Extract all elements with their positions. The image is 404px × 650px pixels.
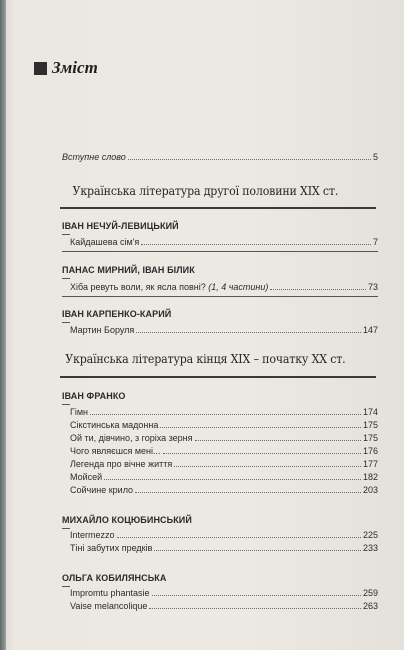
- toc-entry: [70, 485, 378, 495]
- toc-entry: [70, 420, 378, 430]
- toc-entry-title: Чого являєшся мені...: [70, 446, 161, 456]
- toc-entry-page: 147: [362, 325, 378, 335]
- toc-entry: [70, 601, 378, 611]
- toc-entry-title: Вступне слово: [62, 152, 126, 162]
- leader-dots: [117, 536, 361, 538]
- leader-dots: [136, 331, 361, 333]
- author-name: МИХАЙЛО КОЦЮБИНСЬКИЙ: [62, 515, 192, 525]
- author-bottom-rule: [62, 296, 378, 297]
- toc-entry-page: 5: [372, 152, 378, 162]
- toc-entry: [70, 588, 378, 598]
- leader-dots: [152, 594, 361, 596]
- toc-entry-page: 182: [362, 472, 378, 482]
- section-title-2: Українська література кінця XIX – початку XX ст.: [65, 352, 346, 366]
- toc-entry-title: Intermezzo: [70, 530, 115, 540]
- square-bullet-icon: [34, 62, 47, 75]
- leader-dots: [128, 158, 371, 160]
- toc-entry-title: Ой ти, дівчино, з горіха зерня: [70, 433, 193, 443]
- toc-entry-page: 176: [362, 446, 378, 456]
- toc-entry-intro: [62, 152, 378, 162]
- toc-entry-page: 177: [362, 459, 378, 469]
- toc-entry-page: 233: [362, 543, 378, 553]
- leader-dots: [154, 549, 361, 551]
- toc-entry-title: Гімн: [70, 407, 89, 417]
- toc-entry-page: 174: [362, 407, 378, 417]
- author-rule: [62, 234, 70, 235]
- toc-entry-title: Сойчине крило: [70, 485, 134, 495]
- author-rule: [62, 322, 70, 323]
- toc-entry-note: (1, 4 частини): [208, 282, 269, 292]
- author-name: ОЛЬГА КОБИЛЯНСЬКА: [62, 573, 167, 583]
- toc-entry-title: Кайдашева сім'я: [70, 237, 140, 247]
- leader-dots: [141, 243, 371, 245]
- toc-entry-page: 175: [362, 433, 378, 443]
- toc-entry-page: 263: [362, 601, 378, 611]
- author-rule: [62, 278, 70, 279]
- author-name: ІВАН НЕЧУЙ-ЛЕВИЦЬКИЙ: [62, 221, 179, 231]
- author-name: ІВАН ФРАНКО: [62, 391, 126, 401]
- toc-entry-title: Сікстинська мадонна: [70, 420, 159, 430]
- toc-entry-title-text: Хіба ревуть воли, як ясла повні?: [70, 282, 209, 292]
- toc-entry-page: 259: [362, 588, 378, 598]
- author-bottom-rule: [62, 251, 378, 252]
- section-divider-1: [60, 207, 376, 209]
- toc-entry: [70, 407, 378, 417]
- leader-dots: [163, 452, 361, 454]
- toc-entry: [70, 237, 378, 247]
- page-title: Зміст: [52, 58, 98, 77]
- leader-dots: [174, 465, 361, 467]
- toc-entry-title: Мойсей: [70, 472, 103, 482]
- toc-header: [34, 58, 98, 78]
- author-rule: [62, 528, 70, 529]
- toc-entry-title: Мартин Боруля: [70, 325, 135, 335]
- toc-entry-title: Легенда про вічне життя: [70, 459, 173, 469]
- author-name: ІВАН КАРПЕНКО-КАРИЙ: [62, 309, 172, 319]
- toc-entry: [70, 325, 378, 335]
- toc-entry-title: Impromtu phantasie: [70, 588, 150, 598]
- leader-dots: [104, 478, 361, 480]
- toc-entry: [70, 543, 378, 553]
- leader-dots: [90, 413, 361, 415]
- author-rule: [62, 404, 70, 405]
- toc-entry: [70, 530, 378, 540]
- page-spine-edge: [0, 0, 6, 650]
- toc-entry-page: 225: [362, 530, 378, 540]
- toc-entry-title: Vaise melancolique: [70, 601, 148, 611]
- toc-entry: [70, 282, 378, 292]
- toc-entry-page: 7: [372, 237, 378, 247]
- toc-entry: [70, 433, 378, 443]
- toc-entry: [70, 472, 378, 482]
- leader-dots: [149, 607, 361, 609]
- toc-entry-page: 203: [362, 485, 378, 495]
- toc-entry-page: 73: [367, 282, 378, 292]
- toc-entry: [70, 446, 378, 456]
- author-name: ПАНАС МИРНИЙ, ІВАН БІЛИК: [62, 265, 195, 275]
- toc-entry: [70, 459, 378, 469]
- leader-dots: [270, 288, 366, 290]
- section-title-1: Українська література другої половини XIX ст.: [72, 184, 339, 198]
- toc-entry-title: Тіні забутих предків: [70, 543, 153, 553]
- leader-dots: [195, 439, 361, 441]
- toc-entry-page: 175: [362, 420, 378, 430]
- leader-dots: [160, 426, 361, 428]
- section-divider-2: [60, 376, 376, 378]
- author-rule: [62, 586, 70, 587]
- leader-dots: [135, 491, 361, 493]
- toc-entry-title: [70, 282, 268, 292]
